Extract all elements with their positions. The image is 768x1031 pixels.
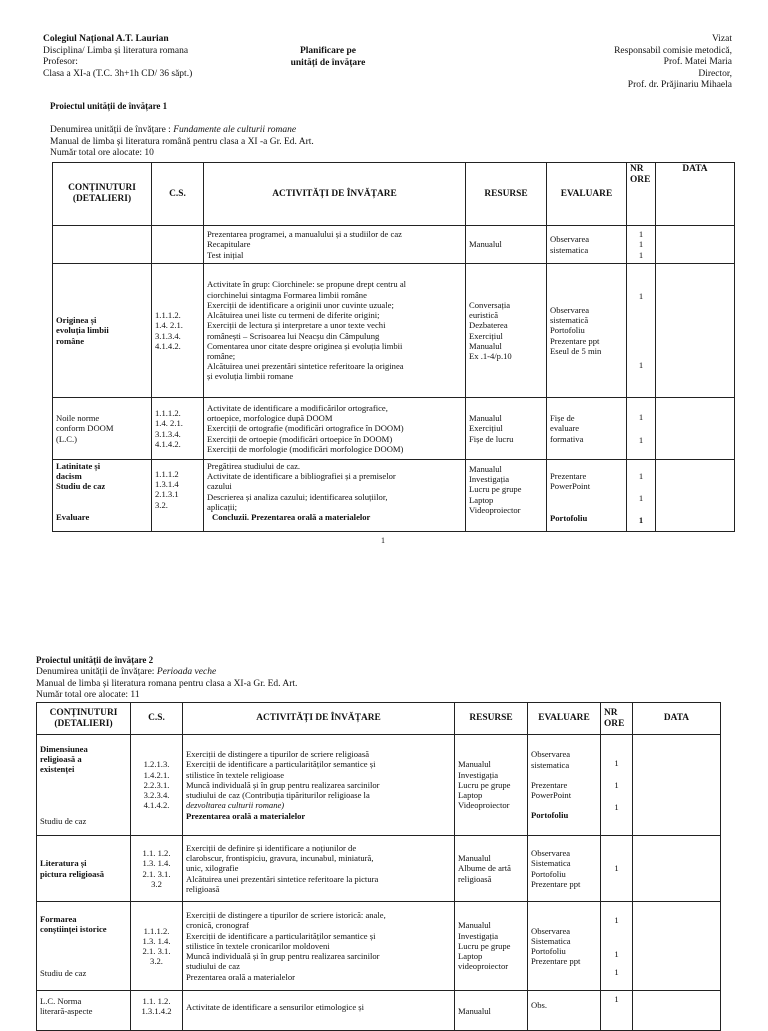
activity-line: Exerciții de lectura și interpretare a unor texte vechi <box>207 320 386 331</box>
content-line: Noile norme <box>56 413 100 424</box>
unit1-hours: Număr total ore alocate: 10 <box>50 148 154 159</box>
activity-line: Activitate de identificare a sensurilor etimologice și <box>186 1002 365 1012</box>
unit1-title: Proiectul unității de învățare 1 <box>50 101 168 111</box>
activity-line: Comentarea unor citate despre originea și evoluția limbii <box>207 340 403 351</box>
discipline-line: Disciplina/ Limba și literatura romana <box>43 45 189 56</box>
resources-cell <box>466 264 547 398</box>
activity-line: Exerciții de distingere a tipurilor de scriere religioasă <box>186 749 370 760</box>
content-line: existenței <box>40 764 75 774</box>
col-header-resources: RESURSE <box>455 703 528 735</box>
cs-line: 4.1.4.2. <box>155 438 181 449</box>
activity-line: Prezentarea orală a materialelor <box>186 971 296 982</box>
hours-cell <box>601 902 633 991</box>
cs-cell <box>131 735 183 836</box>
hours-cell <box>627 398 656 460</box>
hours-value: 1 <box>614 914 619 925</box>
cs-line: 3.2. <box>150 956 163 967</box>
resource-line: Manualul <box>458 1006 491 1016</box>
cs-line: 3.2 <box>151 878 162 889</box>
resource-line: Manualul <box>469 340 502 351</box>
evaluation-line: Observarea <box>550 234 590 245</box>
content-line: pictura religioasă <box>40 868 105 879</box>
resources-cell <box>455 991 528 1031</box>
col-header-date: DATA <box>656 163 735 226</box>
activity-line: Alcătuirea unei liste cu termeni de diferite origini; <box>207 310 380 321</box>
resource-line: Manualul <box>458 853 491 864</box>
cs-cell <box>152 460 204 532</box>
resource-line: Exercițiul <box>469 330 503 341</box>
cs-line: 4.1.4.2. <box>155 340 181 351</box>
unit1-info <box>50 125 314 160</box>
resource-line: Laptop <box>469 494 494 505</box>
resources-cell <box>466 460 547 532</box>
content-cell <box>53 264 152 398</box>
approval-label: Vizat <box>711 34 732 44</box>
resources-cell <box>455 836 528 902</box>
activity-line: stilistice în textele cronicarilor moldoveni <box>186 940 330 951</box>
date-cell <box>656 226 735 264</box>
resources-cell <box>466 226 547 264</box>
content-line: Originea și <box>56 315 97 326</box>
evaluation-line: Sistematica <box>531 858 571 869</box>
evaluation-line: Portofoliu <box>531 868 566 879</box>
unit1-manual: Manual de limba și literatura română pentru clasa a XI -a Gr. Ed. Art. <box>50 136 314 147</box>
cs-line: 3.2. <box>155 499 168 510</box>
date-cell <box>633 991 721 1031</box>
col-header-cs: C.S. <box>131 703 183 735</box>
activities-cell <box>183 836 455 902</box>
evaluation-cell <box>528 902 601 991</box>
content-line: conștiinței istorice <box>40 923 107 934</box>
activities-cell <box>204 398 466 460</box>
evaluation-line: Sistematica <box>531 935 571 946</box>
content-line: religioasă a <box>40 753 82 764</box>
cs-cell <box>152 264 204 398</box>
evaluation-line: Obs. <box>531 1000 547 1010</box>
hours-value: 1 <box>638 229 644 240</box>
date-cell <box>656 460 735 532</box>
hours-value: 1 <box>614 967 619 978</box>
evaluation-line: Prezentare ppt <box>550 335 600 346</box>
hours-value: 1 <box>638 471 644 481</box>
hours-value: 1 <box>614 863 619 874</box>
table-row <box>53 264 735 398</box>
evaluation-line: PowerPoint <box>531 790 572 801</box>
hours-value: 1 <box>638 239 644 250</box>
cs-cell <box>152 226 204 264</box>
evaluation-cell <box>547 398 627 460</box>
activity-line: Exerciții de identificare a particularităților semantice și <box>186 930 376 941</box>
evaluation-cell <box>528 735 601 836</box>
date-cell <box>656 398 735 460</box>
director-name: Prof. dr. Prăjinariu Mihaela <box>627 80 732 91</box>
evaluation-line: PowerPoint <box>550 481 591 492</box>
resource-line: Investigația <box>458 769 499 780</box>
hours-value: 1 <box>614 779 619 790</box>
cs-line: 4.1.4.2. <box>143 800 170 811</box>
cs-line: 1.1.1.2. <box>155 310 181 321</box>
evaluation-line: Observarea <box>531 848 571 859</box>
activity-line: Recapitulare <box>207 239 251 250</box>
activities-cell <box>183 902 455 991</box>
content-line: române <box>56 335 85 346</box>
hours-value: 1 <box>614 802 619 813</box>
hours-cell <box>601 991 633 1031</box>
table-row <box>37 836 721 902</box>
activity-line: Alcătuirea unei prezentări sintetice referitoare la pictura <box>186 873 379 884</box>
evaluation-line: evaluare <box>550 423 580 434</box>
content-line: Literatura și <box>40 858 87 869</box>
resource-line: Manualul <box>458 759 491 770</box>
content-line: evoluția limbii <box>56 325 109 336</box>
activity-line: cazului <box>207 481 232 492</box>
activity-line: Exerciții de morfologie (modificări morfologice DOOM) <box>207 443 404 454</box>
content-line: literară-aspecte <box>40 1006 93 1017</box>
activity-line: studiului de caz <box>186 961 240 972</box>
resource-line: Lucru pe grupe <box>469 484 522 495</box>
resource-line: Manualul <box>469 239 502 250</box>
content-cell <box>53 460 152 532</box>
cs-line: 1.3. 1.4. <box>142 858 171 869</box>
approver-title: Responsabil comisie metodică, <box>614 45 732 56</box>
unit1-name-label: Denumirea unității de învățare : <box>50 125 174 135</box>
hours-cell <box>627 226 656 264</box>
col-header-hours: NR ORE <box>601 703 633 735</box>
activity-line: stilistice în textele religioase <box>186 769 285 780</box>
col-header-hours: NR ORE <box>627 163 656 226</box>
hours-value: 1 <box>614 994 619 1004</box>
resource-line: Dezbaterea <box>469 320 508 331</box>
content-line: Formarea <box>40 913 77 924</box>
col-header-cs: C.S. <box>152 163 204 226</box>
hours-value: 1 <box>638 493 644 504</box>
evaluation-cell <box>528 991 601 1031</box>
resource-line: Investigația <box>458 930 499 941</box>
cs-line: 3.1.3.4. <box>155 330 181 341</box>
content-cell <box>37 991 131 1031</box>
evaluation-line: sistematica <box>531 759 570 770</box>
unit2-manual: Manual de limba și literatura romana pentru clasa a XI-a Gr. Ed. Art. <box>36 678 298 689</box>
date-cell <box>656 264 735 398</box>
table-row <box>53 460 735 532</box>
activity-line: aplicații; <box>207 501 238 512</box>
cs-line: 1.3.1.4 <box>155 479 179 490</box>
evaluation-line: Prezentare ppt <box>531 878 581 889</box>
activities-cell <box>204 460 466 532</box>
content-line: Evaluare <box>56 511 90 522</box>
hours-value: 1 <box>638 359 644 370</box>
hours-value: 1 <box>614 948 619 959</box>
hours-value: 1 <box>638 412 644 423</box>
date-cell <box>633 836 721 902</box>
header-center <box>268 46 388 69</box>
hours-cell <box>627 460 656 532</box>
col-header-evaluation: EVALUARE <box>547 163 627 226</box>
evaluation-line: Portofoliu <box>531 946 566 956</box>
activity-line: Exerciții de identificare a particularităților semantice și <box>186 759 376 770</box>
unit2-name <box>36 667 297 679</box>
date-cell <box>633 735 721 836</box>
cs-line: 1.4. 2.1. <box>155 418 183 429</box>
activity-line: Test inițial <box>207 249 244 260</box>
resource-line: Videoproiector <box>458 800 510 811</box>
hours-cell <box>627 264 656 398</box>
cs-line: 1.1. 1.2. <box>142 996 171 1006</box>
evaluation-line: Portofoliu <box>531 810 569 821</box>
activity-line: Prezentarea orală a materialelor <box>186 810 306 821</box>
header-left <box>43 34 192 80</box>
cs-line: 1.3.1.4.2 <box>141 1006 172 1017</box>
page-number: 1 <box>381 536 385 545</box>
date-cell <box>633 902 721 991</box>
activity-line: Descrierea și analiza cazului; identificarea soluțiilor, <box>207 491 388 502</box>
hours-value: 1 <box>638 434 644 445</box>
cs-line: 1.3. 1.4. <box>142 935 171 946</box>
doc-title-line2: unități de învățare <box>290 57 366 68</box>
activity-line: românești – Scrisoarea lui Neacșu din Câmpulung <box>207 330 380 341</box>
activity-line: ciorchinelui sintagma Formarea limbii române <box>207 289 367 300</box>
resource-line: Lucru pe grupe <box>458 779 511 790</box>
cs-line: 3.2.3.4. <box>143 790 170 801</box>
resource-line: Ex .1-4/p.10 <box>469 350 512 361</box>
resource-line: Laptop <box>458 790 483 801</box>
hours-value: 1 <box>638 249 644 260</box>
hours-cell <box>601 735 633 836</box>
activity-line: studiului de caz (Contribuția tipăriturilor religioase la <box>186 790 370 801</box>
evaluation-line: Observarea <box>531 749 571 760</box>
table-header-row <box>37 703 721 735</box>
col-header-content: CONȚINUTURI (DETALIERI) <box>53 163 152 226</box>
col-header-activities: ACTIVITĂȚI DE ÎNVĂȚARE <box>204 163 466 226</box>
col-header-resources: RESURSE <box>466 163 547 226</box>
activity-line: Exerciții de ortoepie (modificări ortoepice în DOOM) <box>207 433 393 444</box>
content-line: dacism <box>56 471 82 482</box>
cs-line: 2.1.3.1 <box>155 489 179 500</box>
cs-line: 1.2.1.3. <box>143 759 170 770</box>
activity-line: Prezentarea programei, a manualului și a studiilor de caz <box>207 229 402 240</box>
unit2-title: Proiectul unității de învățare 2 <box>36 655 154 665</box>
resources-cell <box>455 735 528 836</box>
cs-cell <box>131 902 183 991</box>
activity-line: Exerciții de definire și identificare a noțiunilor de <box>186 842 357 853</box>
col-header-content: CONȚINUTURI (DETALIERI) <box>37 703 131 735</box>
cs-line: 1.1.1.2. <box>155 408 181 419</box>
cs-cell <box>131 836 183 902</box>
resource-line: Videoproiector <box>469 504 521 515</box>
cs-line: 1.1.1.2 <box>155 469 179 479</box>
activity-line: și evoluția limbii romane <box>207 371 294 382</box>
resource-line: videoproiector <box>458 961 509 972</box>
cs-cell <box>131 991 183 1031</box>
activities-cell <box>204 226 466 264</box>
activity-line: Activitate în grup: Ciorchinele: se propune drept centru al <box>207 279 407 290</box>
resources-cell <box>466 398 547 460</box>
col-header-activities: ACTIVITĂȚI DE ÎNVĂȚARE <box>183 703 455 735</box>
unit2-hours: Număr total ore alocate: 11 <box>36 690 140 701</box>
activity-line: Exerciții de identificare a originii unor cuvinte uzuale; <box>207 299 394 310</box>
resource-line: Manualul <box>469 413 502 424</box>
hours-value: 1 <box>638 515 644 526</box>
activities-cell <box>204 264 466 398</box>
table-row <box>37 902 721 991</box>
content-line: Latinitate și <box>56 461 101 471</box>
activity-line: Exerciții de ortografie (modificări ortografice în DOOM) <box>207 423 404 434</box>
cs-line: 1.4.2.1. <box>143 769 170 780</box>
doc-title-line1: Planificare pe <box>299 46 357 56</box>
table-row <box>53 398 735 460</box>
director-title: Director, <box>698 68 732 79</box>
cs-line: 1.1. 1.2. <box>142 848 171 859</box>
evaluation-line: Eseul de 5 min <box>550 345 602 356</box>
resources-cell <box>455 902 528 991</box>
table-row <box>53 226 735 264</box>
content-cell <box>37 735 131 836</box>
col-header-evaluation: EVALUARE <box>528 703 601 735</box>
evaluation-cell <box>547 226 627 264</box>
resource-line: Fișe de lucru <box>469 433 514 444</box>
hours-value: 1 <box>614 757 619 768</box>
activity-line: Muncă individuală și în grup pentru realizarea sarcinilor <box>186 779 380 790</box>
evaluation-line: Prezentare <box>531 779 568 790</box>
content-cell <box>53 226 152 264</box>
evaluation-line: formativa <box>550 433 584 444</box>
content-line: (L.C.) <box>56 433 78 444</box>
evaluation-line: sistematică <box>550 315 589 326</box>
cs-line: 2.1. 3.1. <box>142 868 171 879</box>
activity-line: Activitate de identificare a modificărilor ortografice, <box>207 402 388 413</box>
content-line: Dimensiunea <box>40 743 88 754</box>
activity-line: unic, xilografie <box>186 863 239 874</box>
evaluation-line: Observarea <box>550 304 590 315</box>
hours-value: 1 <box>638 291 644 302</box>
activity-line: Activitate de identificare a bibliografiei și a premiselor <box>207 471 396 482</box>
evaluation-cell <box>547 264 627 398</box>
resource-line: Albume de artă <box>458 863 511 874</box>
unit2-name-label: Denumirea unității de învățare: <box>36 667 157 677</box>
activity-line: religioasă <box>186 883 220 894</box>
activity-line: ortoepice, morfologice după DOOM <box>207 413 333 424</box>
unit1-name-value: Fundamente ale culturii romane <box>173 125 297 135</box>
resource-line: Exercițiul <box>469 423 503 434</box>
resource-line: Laptop <box>458 951 483 962</box>
activity-line: clarobscur, frontispiciu, gravura, incunabul, miniatură, <box>186 853 374 864</box>
resource-line: religioasă <box>458 873 492 884</box>
evaluation-line: Fișe de <box>550 413 575 424</box>
activity-line: Concluzii. Prezentarea orală a materialelor <box>212 512 371 523</box>
header-right <box>614 34 732 92</box>
resource-line: Investigația <box>469 474 510 485</box>
activity-line: Muncă individuală și în grup pentru realizarea sarcinilor <box>186 951 380 962</box>
content-line: conform DOOM <box>56 423 114 434</box>
table-header-row <box>53 163 735 226</box>
content-cell <box>53 398 152 460</box>
activity-line: Pregătirea studiului de caz. <box>207 461 301 471</box>
cs-line: 1.1.1.2. <box>143 925 170 936</box>
cs-line: 2.2.3.1. <box>143 779 170 790</box>
evaluation-line: Prezentare <box>550 471 587 481</box>
cs-line: 2.1. 3.1. <box>142 946 171 956</box>
activities-cell <box>183 735 455 836</box>
content-line: Studiu de caz <box>40 968 87 979</box>
resource-line: euristică <box>469 310 499 321</box>
activities-cell <box>183 991 455 1031</box>
evaluation-cell <box>528 836 601 902</box>
activity-line: dezvoltarea culturii romane) <box>186 800 285 811</box>
content-line: Studiu de caz <box>40 816 87 827</box>
hours-cell <box>601 836 633 902</box>
content-line: Studiu de caz <box>56 481 106 492</box>
evaluation-line: Observarea <box>531 925 571 936</box>
resource-line: Conversația <box>469 299 511 310</box>
resource-line: Manualul <box>469 464 502 474</box>
cs-line: 3.1.3.4. <box>155 428 181 439</box>
content-cell <box>37 836 131 902</box>
unit1-name <box>50 125 314 137</box>
content-line: L.C. Norma <box>40 996 82 1006</box>
activity-line: Alcătuirea unei prezentări sintetice referitoare la originea <box>207 361 404 372</box>
resource-line: Manualul <box>458 920 491 931</box>
resource-line: Lucru pe grupe <box>458 940 511 951</box>
evaluation-line: sistematica <box>550 244 589 255</box>
content-cell <box>37 902 131 991</box>
activity-line: cronică, cronograf <box>186 920 249 931</box>
table-row <box>37 735 721 836</box>
evaluation-line: Portofoliu <box>550 513 588 524</box>
approver-name: Prof. Matei Maria <box>663 57 732 68</box>
evaluation-line: Prezentare ppt <box>531 956 581 967</box>
col-header-date: DATA <box>633 703 721 735</box>
class-line: Clasa a XI-a (T.C. 3h+1h CD/ 36 săpt.) <box>43 68 193 79</box>
cs-cell <box>152 398 204 460</box>
school-name: Colegiul Național A.T. Laurian <box>43 34 169 44</box>
unit2-info <box>36 667 297 702</box>
unit2-table <box>36 702 721 1031</box>
activity-line: române; <box>207 350 236 361</box>
table-row <box>37 991 721 1031</box>
evaluation-line: Portofoliu <box>550 325 585 336</box>
unit1-table <box>52 162 735 532</box>
evaluation-cell <box>547 460 627 532</box>
activity-line: Exerciții de distingere a tipurilor de scriere istorică: anale, <box>186 910 386 921</box>
unit2-name-value: Perioada veche <box>156 667 217 677</box>
teacher-line: Profesor: <box>43 57 78 68</box>
cs-line: 1.4. 2.1. <box>155 320 183 331</box>
